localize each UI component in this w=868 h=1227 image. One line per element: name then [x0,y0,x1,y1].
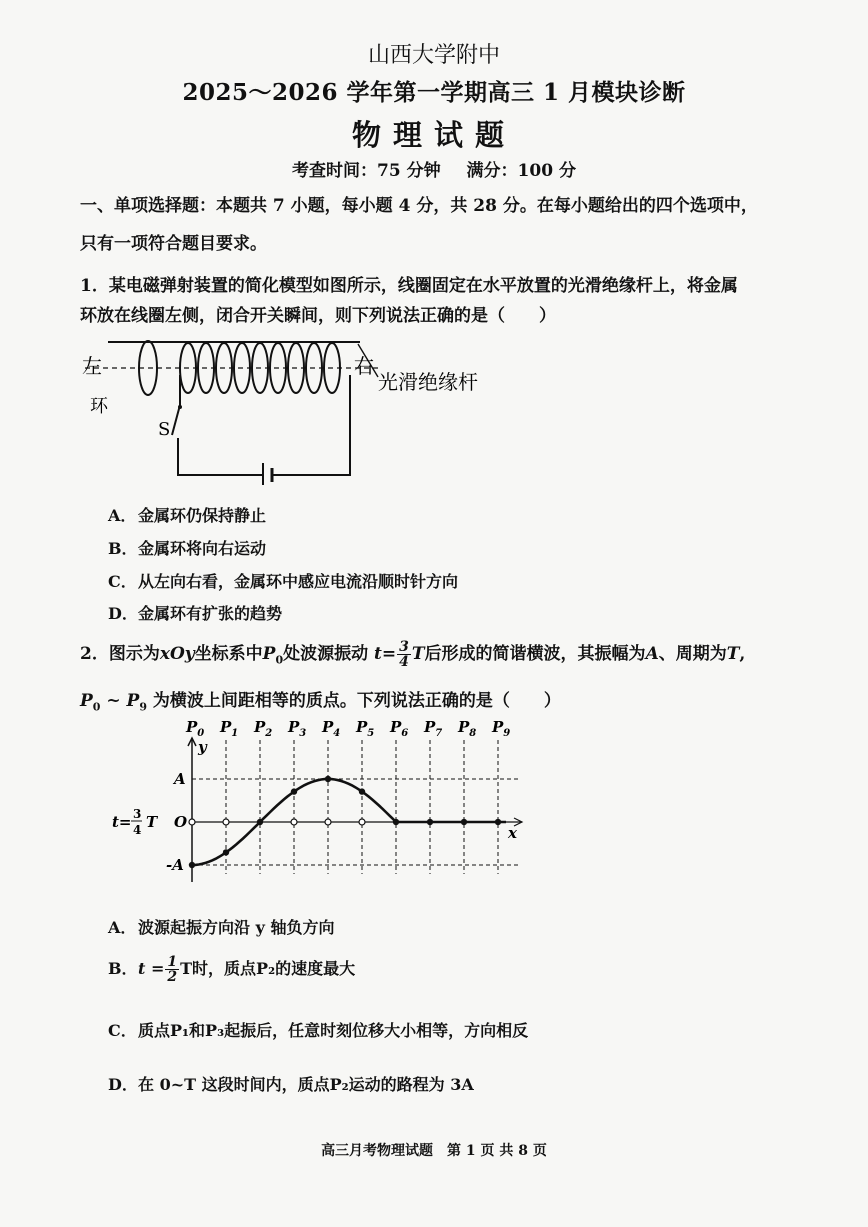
equilibrium-marker-p5 [359,819,365,825]
x-axis-label: x [508,824,517,842]
q1-option-b[interactable]: B．金属环将向右运动 [108,539,267,558]
point-label-p8: $P_8$ [458,718,477,739]
equilibrium-marker-p0 [189,819,195,825]
particle-p2 [257,819,263,825]
particle-p7 [427,819,433,825]
q2-option-a[interactable]: A．波源起振方向沿 y 轴负方向 [108,918,335,937]
particle-p1 [223,849,229,855]
point-label-p4: $P_4$ [322,718,341,739]
particle-p3 [291,788,297,794]
q2-option-b[interactable]: B．t = $\frac{1}{2}$ T时，质点P₂的速度最大 [108,954,356,985]
q2-stem-line1: 2．图示为xOy坐标系中$P_0$处波源振动 t= $\frac{3}{4}$ T后形成的简谐横波，其振幅为A、周期为T, [80,639,746,670]
label-left: 左 [82,354,102,378]
label-ring: 环 [90,396,108,417]
subject-title: 物理试题 [351,118,516,152]
label-right: 右 [354,354,374,378]
q1-option-d[interactable]: D．金属环有扩张的趋势 [108,604,283,623]
particle-p4 [325,776,331,782]
particle-p0 [189,862,195,868]
q1-stem-line1: 1．某电磁弹射装置的简化模型如图所示，线圈固定在水平放置的光滑绝缘杆上，将金属 [80,276,738,296]
switch-pivot [178,405,182,409]
switch-lever [172,375,180,435]
q1-option-c[interactable]: C．从左向右看，金属环中感应电流沿顺时针方向 [108,572,459,591]
time-label: t= [112,813,132,831]
exam-title: 2025～2026 学年第一学期高三 1 月模块诊断 [182,79,686,106]
exam-score: 满分：100 分 [466,161,576,181]
point-label-p1: $P_1$ [220,718,239,739]
particle-p5 [359,788,365,794]
particle-p9 [495,819,501,825]
equilibrium-marker-p1 [223,819,229,825]
point-label-p2: $P_2$ [254,718,273,739]
section-instructions-line2: 只有一项符合题目要求。 [80,234,267,254]
q2-stem-fraction: $\frac{3}{4}$ [399,639,409,670]
q2-option-d[interactable]: D．在 0~T 这段时间内，质点P₂运动的路程为 3A [108,1075,474,1094]
equilibrium-marker-p3 [291,819,297,825]
school-name: 山西大学附中 [367,43,500,68]
label-switch: S [158,419,171,440]
point-label-p9: $P_9$ [492,718,511,739]
time-label-denominator: 4 [133,823,142,837]
point-label-p5: $P_5$ [356,718,375,739]
exam-time: 考查时间：75 分钟 [292,161,441,181]
page-footer: 高三月考物理试题 第 1 页 共 8 页 [321,1143,547,1159]
time-label-numerator: 3 [133,807,142,821]
q2-wave-chart [110,712,540,892]
point-label-p0: $P_0$ [186,718,205,739]
particle-p8 [461,819,467,825]
q1-option-a[interactable]: A．金属环仍保持静止 [108,506,267,525]
y-axis-label: y [198,738,207,756]
particle-p6 [393,819,399,825]
time-label-period: T [146,813,158,831]
equilibrium-marker-p4 [325,819,331,825]
point-label-p7: $P_7$ [424,718,443,739]
q2-option-c[interactable]: C．质点P₁和P₃起振后，任意时刻位移大小相等，方向相反 [108,1021,529,1040]
point-label-p3: $P_3$ [288,718,307,739]
exam-meta [0,156,868,181]
q1-coil-figure [80,335,520,485]
label-rod: 光滑绝缘杆 [378,370,478,394]
section-instructions-line1: 一、单项选择题：本题共 7 小题，每小题 4 分，共 28 分。在每小题给出的四个选项中， [80,196,758,216]
tick-label-a: A [174,770,186,788]
q2-stem-line2: $P_0$ ~ $P_9$ 为横波上间距相等的质点。下列说法正确的是（ ） [80,691,561,714]
tick-label-neg-a: -A [166,856,184,874]
q1-stem-line2: 环放在线圈左侧，闭合开关瞬间，则下列说法正确的是（ ） [80,306,556,326]
point-label-p6: $P_6$ [390,718,409,739]
tick-label-o: O [174,813,188,831]
